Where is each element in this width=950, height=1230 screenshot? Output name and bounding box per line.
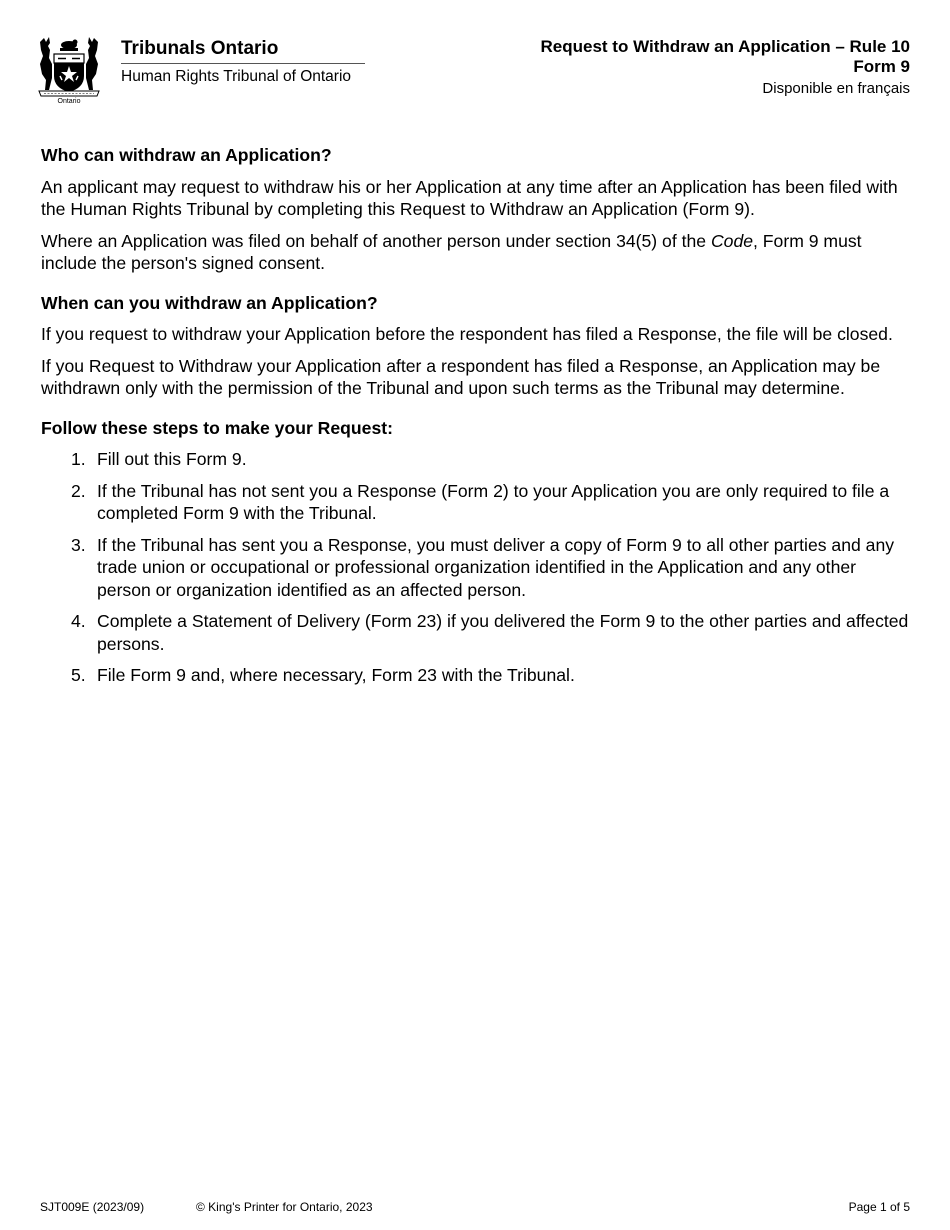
organization-block: [121, 37, 365, 87]
step-number: 5.: [71, 665, 86, 685]
list-item: [41, 448, 913, 471]
step-text: If the Tribunal has sent you a Response, you must deliver a copy of Form 9 to all other parties and any trade union or occupational or professional organization identified in the Application and any other person or organization identified as an affected person.: [97, 534, 895, 600]
section-who: [41, 144, 913, 275]
list-item: [41, 480, 913, 525]
section-when: [41, 292, 913, 400]
form-info: [541, 36, 910, 100]
section-heading: When can you withdraw an Application?: [41, 292, 378, 313]
org-divider: [121, 63, 365, 64]
list-item: [41, 610, 913, 655]
steps-list: [41, 448, 913, 687]
french-availability-link[interactable]: Disponible en français: [762, 80, 910, 97]
step-number: 4.: [71, 611, 86, 631]
list-item: [41, 664, 913, 687]
form-title: Request to Withdraw an Application – Rule 10: [540, 37, 910, 56]
text-run: , Form 9 must include the person's signed consent.: [41, 230, 862, 273]
step-text: If the Tribunal has not sent you a Response (Form 2) to your Application you are only required to file a completed Form 9 with the Tribunal.: [97, 480, 890, 523]
step-number: 3.: [71, 534, 86, 555]
form-instructions: [41, 144, 913, 696]
section-heading: Who can withdraw an Application?: [41, 145, 332, 165]
step-text: File Form 9 and, where necessary, Form 23 with the Tribunal.: [97, 665, 575, 685]
copyright: © King's Printer for Ontario, 2023: [196, 1200, 373, 1214]
ontario-coat-of-arms-icon: [36, 36, 102, 104]
org-subtitle: Human Rights Tribunal of Ontario: [121, 68, 352, 85]
section-steps: [41, 417, 913, 687]
step-number: 1.: [71, 449, 86, 469]
form-code: SJT009E (2023/09): [40, 1200, 145, 1214]
step-number: 2.: [71, 480, 86, 501]
section-heading: Follow these steps to make your Request:: [41, 417, 393, 438]
text-run: Where an Application was filed on behalf of another person under section 34(5) of the: [41, 230, 711, 251]
code-italic: Code: [710, 230, 754, 251]
page-header: [0, 0, 950, 110]
page-number: Page 1 of 5: [848, 1200, 910, 1214]
list-item: [41, 534, 913, 602]
paragraph: An applicant may request to withdraw his or her Application at any time after an Application has been filed with the Human Rights Tribunal by completing this Request to Withdraw an Application (Form 9).: [41, 176, 898, 219]
step-text: Complete a Statement of Delivery (Form 23) if you delivered the Form 9 to the other parties and affected persons.: [97, 611, 909, 654]
paragraph: If you Request to Withdraw your Application after a respondent has filed a Response, an Application may be withdrawn only with the permission of the Tribunal and upon such terms as the Tribunal may determine.: [41, 355, 881, 398]
paragraph: If you request to withdraw your Application before the respondent has filed a Response, the file will be closed.: [41, 324, 893, 344]
org-name: Tribunals Ontario: [121, 38, 279, 59]
paragraph: [41, 230, 913, 275]
step-text: Fill out this Form 9.: [97, 449, 247, 469]
form-number: Form 9: [853, 57, 910, 76]
logo-caption: Ontario: [57, 98, 81, 104]
